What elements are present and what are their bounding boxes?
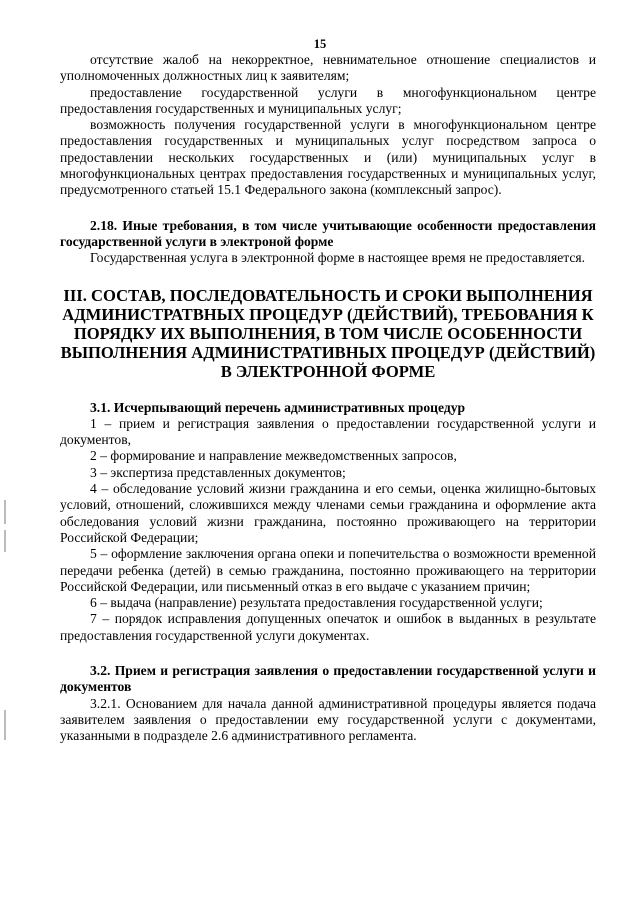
procedure-item: 4 – обследование условий жизни гражданина и его семьи, оценка жилищно-бытовых условий, отношений, сложившихся между членами семьи гражданина и оформление акта обследования условий жизни гражданина, постоянно проживающего на территории Российской Федерации; [60, 481, 596, 545]
section-3-2-heading: 3.2. Прием и регистрация заявления о предоставлении государственной услуги и документов [60, 663, 596, 695]
paragraph: предоставление государственной услуги в многофункциональном центре предоставления государственных и муниципальных услуг; [60, 84, 596, 116]
page-number: 15 [313, 37, 327, 51]
procedure-item: 3 – экспертиза представленных документов; [90, 464, 346, 480]
procedure-item: 1 – прием и регистрация заявления о предоставлении государственной услуги и документов, [60, 415, 596, 448]
paragraph: возможность получения государственной услуги в многофункциональном центре предоставления государственных и муниципальных услуг посредством запроса о предоставлении нескольких государственных и (или) муниципальных услуг в многофункциональных центрах предоставления государственных и муниципальных услуг, предусмотренного статьей 15.1 Федерального закона (комплексный запрос). [60, 117, 596, 198]
paragraph: отсутствие жалоб на некорректное, невнимательное отношение специалистов и уполномоченных должностных лиц к заявителям; [60, 52, 596, 84]
section-2-18-heading: 2.18. Иные требования, в том числе учитывающие особенности предоставления государственной услуги в электроной форме [60, 217, 596, 249]
procedure-item: 7 – порядок исправления допущенных опечаток и ошибок в выданных в результате предоставления государственной услуги документах. [60, 611, 596, 643]
section-3-2-text: 3.2.1. Основанием для начала данной административной процедуры является подача заявителем заявления о предоставлении ему государственной услуги с документами, указанными в подразделе 2.6 административного регламента. [60, 695, 596, 744]
page-content [60, 52, 596, 745]
scan-margin-marks [4, 500, 7, 780]
section-2-18-text: Государственная услуга в электронной форме в настоящее время не предоставляется. [90, 250, 586, 266]
procedure-item: 6 – выдача (направление) результата предоставления государственной услуги; [90, 595, 543, 611]
procedure-item: 5 – оформление заключения органа опеки и попечительства о возможности временной передачи ребенка (детей) в семью гражданина, постоянно проживающего на территории Российской Федерации, или письменный отказ в его выдаче с указанием причин; [60, 546, 596, 594]
section-3-1-heading: 3.1. Исчерпывающий перечень административных процедур [90, 399, 466, 415]
procedure-item: 2 – формирование и направление межведомственных запросов, [90, 448, 457, 464]
chapter-3-title: III. СОСТАВ, ПОСЛЕДОВАТЕЛЬНОСТЬ И СРОКИ ВЫПОЛНЕНИЯ АДМИНИСТРАТВНЫХ ПРОЦЕДУР (ДЕЙСТВИЙ), ТРЕБОВАНИЯ К ПОРЯДКУ ИХ ВЫПОЛНЕНИЯ, В ТОМ ЧИСЛЕ ОСОБЕННОСТИ ВЫПОЛНЕНИЯ АДМИНИСТРАТИВНЫХ ПРОЦЕДУР (ДЕЙСТВИЙ) В ЭЛЕКТРОННОЙ ФОРМЕ [60, 285, 596, 381]
